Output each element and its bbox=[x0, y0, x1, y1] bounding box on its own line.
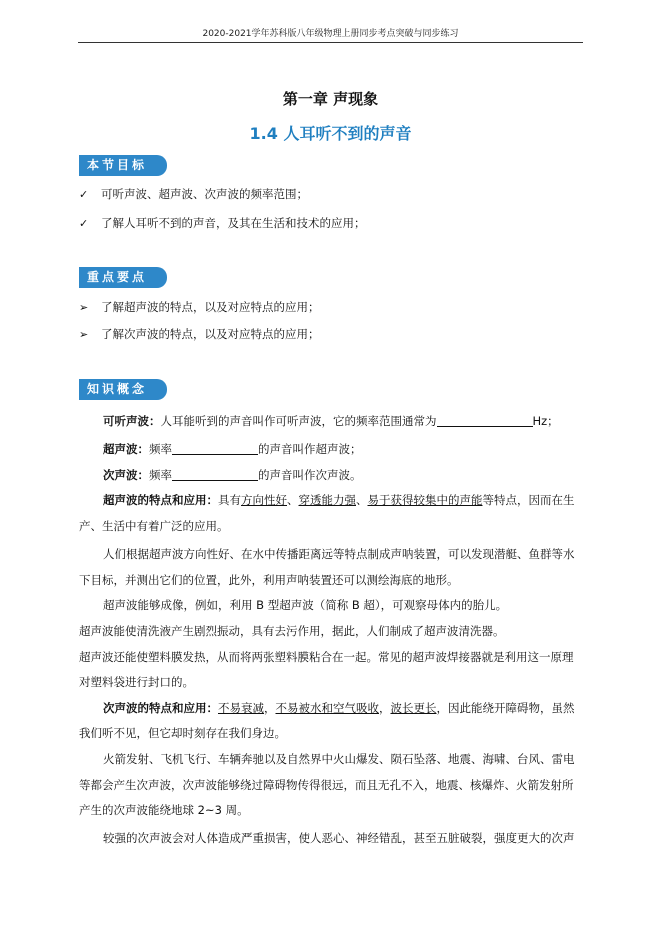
paragraph-line: 人们根据超声波方向性好、在水中传播距离远等特点制成声呐装置，可以发现潜艇、鱼群等水 bbox=[103, 547, 575, 561]
goal-item: ✓ 可听声波、超声波、次声波的频率范围； bbox=[79, 187, 308, 201]
section-title: 1.4 人耳听不到的声音 bbox=[249, 124, 412, 143]
check-icon: ✓ bbox=[79, 188, 89, 201]
paragraph-line: 较强的次声波会对人体造成严重损害，使人恶心、神经错乱，甚至五脏破裂，强度更大的次声 bbox=[103, 831, 575, 845]
paragraph-line: 产生的次声波能绕地球 2~3 周。 bbox=[79, 803, 249, 817]
infrasound-features: 次声波的特点和应用：不易衰减，不易被水和空气吸收，波长更长，因此能绕开障碍物，虽然 bbox=[103, 701, 575, 715]
answer-blank bbox=[172, 468, 258, 481]
paragraph-line: 我们听不见，但它却时刻存在我们身边。 bbox=[79, 726, 286, 740]
paragraph-line: 下目标，并测出它们的位置，此外，利用声呐装置还可以测绘海底的地形。 bbox=[79, 573, 459, 587]
check-icon: ✓ bbox=[79, 217, 89, 230]
key-point-item: ➢ 了解次声波的特点，以及对应特点的应用； bbox=[79, 327, 320, 341]
ultrasound-definition: 超声波：频率 的声音叫作超声波； bbox=[103, 442, 362, 456]
concepts-badge: 知识概念 bbox=[79, 379, 167, 400]
answer-blank bbox=[172, 442, 258, 455]
paragraph-line: 超声波还能使塑料膜发热，从而将两张塑料膜粘合在一起。常见的超声波焊接器就是利用这一原理 bbox=[79, 650, 574, 664]
goals-badge: 本节目标 bbox=[79, 155, 167, 176]
arrowhead-icon: ➢ bbox=[79, 301, 89, 314]
paragraph-line: 对塑料袋进行封口的。 bbox=[79, 675, 194, 689]
chapter-title: 第一章 声现象 bbox=[282, 90, 379, 108]
ultrasound-features: 超声波的特点和应用：具有方向性好、穿透能力强、易于获得较集中的声能等特点，因而在生 bbox=[103, 493, 575, 507]
paragraph-line: 超声波能够成像，例如，利用 B 型超声波（简称 B 超），可观察母体内的胎儿。 bbox=[103, 598, 508, 612]
paragraph-line: 超声波能使清洗液产生剧烈振动，具有去污作用，据此，人们制成了超声波清洗器。 bbox=[79, 624, 505, 638]
paragraph-line: 火箭发射、飞机飞行、车辆奔驰以及自然界中火山爆发、陨石坠落、地震、海啸、台风、雷电 bbox=[103, 752, 575, 766]
arrowhead-icon: ➢ bbox=[79, 328, 89, 341]
audible-definition: 可听声波：人耳能听到的声音叫作可听声波，它的频率范围通常为 Hz； bbox=[103, 414, 559, 428]
answer-blank bbox=[437, 414, 533, 427]
key-point-item: ➢ 了解超声波的特点，以及对应特点的应用； bbox=[79, 300, 320, 314]
key-points-badge: 重点要点 bbox=[79, 267, 167, 288]
paragraph-line: 产、生活中有着广泛的应用。 bbox=[79, 519, 229, 533]
infrasound-definition: 次声波：频率 的声音叫作次声波。 bbox=[103, 468, 362, 482]
goal-item: ✓ 了解人耳听不到的声音，及其在生活和技术的应用； bbox=[79, 216, 366, 230]
paragraph-line: 等都会产生次声波，次声波能够绕过障碍物传得很远，而且无孔不入，地震、核爆炸、火箭发射所 bbox=[79, 778, 574, 792]
page-header: 2020-2021学年苏科版八年级物理上册同步考点突破与同步练习 bbox=[78, 26, 583, 43]
